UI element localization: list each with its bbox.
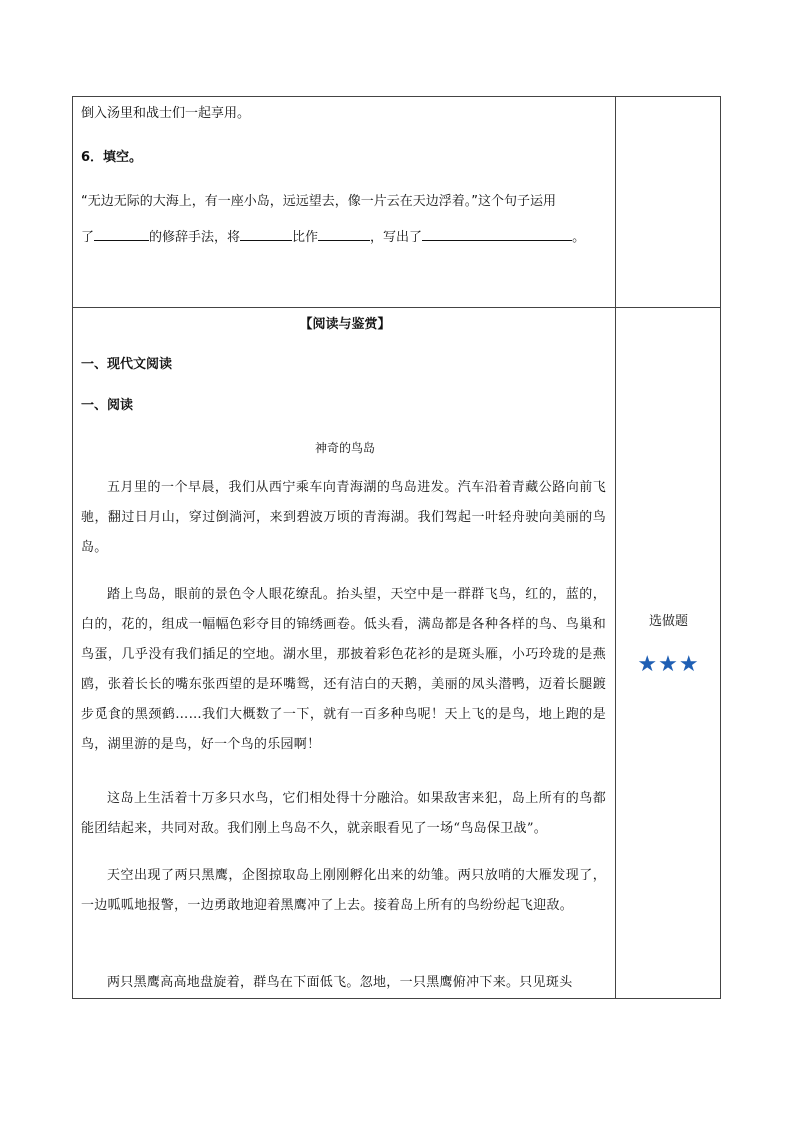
fill-text-c: 比作 <box>292 230 319 245</box>
question-cell <box>81 97 609 307</box>
paragraph-3: 这岛上生活着十万多只水鸟，它们相处得十分融洽。如果敌害来犯，岛上所有的鸟都能团结起来，共同对敌。我们刚上鸟岛不久，就亲眼看见了一场“鸟岛保卫战”。 <box>81 791 606 836</box>
difficulty-cell <box>616 308 721 998</box>
reading-cell <box>81 308 609 998</box>
question-6-title: 6．填空。 <box>81 150 143 165</box>
section-title: 【阅读与鉴赏】 <box>299 317 391 332</box>
article-title: 神奇的鸟岛 <box>314 441 375 455</box>
answer-blank-1[interactable] <box>94 227 149 241</box>
heading-modern-reading: 一、现代文阅读 <box>81 357 173 372</box>
paragraph-4: 天空出现了两只黑鹰，企图掠取岛上刚刚孵化出来的幼雏。两只放哨的大雁发现了，一边呱呱地报警，一边勇敢地迎着黑鹰冲了上去。接着岛上所有的鸟纷纷起飞迎敌。 <box>81 868 606 913</box>
optional-question-label: 选做题 <box>648 614 688 629</box>
answer-blank-4[interactable] <box>422 227 572 241</box>
question-6-prompt: “无边无际的大海上，有一座小岛，远远望去，像一片云在天边浮着。”这个句子运用 <box>81 194 556 209</box>
paragraph-1: 五月里的一个早晨，我们从西宁乘车向青海湖的鸟岛进发。汽车沿着青藏公路向前飞驰，翻过日月山，穿过倒淌河，来到碧波万顷的青海湖。我们驾起一叶轻舟驶向美丽的鸟岛。 <box>81 480 606 555</box>
worksheet-table <box>72 96 721 999</box>
question-6-fill-line <box>81 227 585 247</box>
answer-blank-2[interactable] <box>240 227 292 241</box>
answer-blank-3[interactable] <box>318 227 370 241</box>
fill-text-d: ，写出了 <box>370 230 423 245</box>
fill-text-e: 。 <box>572 230 586 245</box>
difficulty-stars-icon: ★★★ <box>637 652 700 677</box>
continued-text: 倒入汤里和战士们一起享用。 <box>81 106 251 121</box>
paragraph-5: 两只黑鹰高高地盘旋着，群鸟在下面低飞。忽地，一只黑鹰俯冲下来。只见斑头 <box>107 975 573 990</box>
paragraph-2: 踏上鸟岛，眼前的景色令人眼花缭乱。抬头望，天空中是一群群飞鸟，红的，蓝的，白的，花的，组成一幅幅色彩夺目的锦绣画卷。低头看，满岛都是各种各样的鸟、鸟巢和鸟蛋，几乎没有我们插足的空地。湖水里，那披着彩色花衫的是斑头雁，小巧玲珑的是燕鸥，张着长长的嘴东张西望的是环嘴鸳，还有洁白的天鹅，美丽的凤头潜鸭，迈着长腿踱步觅食的黑颈鹤……我们大概数了一下，就有一百多种鸟呢！天上飞的是鸟，地上跑的是鸟，湖里游的是鸟，好一个鸟的乐园啊！ <box>81 587 606 752</box>
heading-reading: 一、阅读 <box>81 398 134 413</box>
fill-text-b: 的修辞手法，将 <box>149 230 241 245</box>
fill-text-a: 了 <box>81 230 95 245</box>
